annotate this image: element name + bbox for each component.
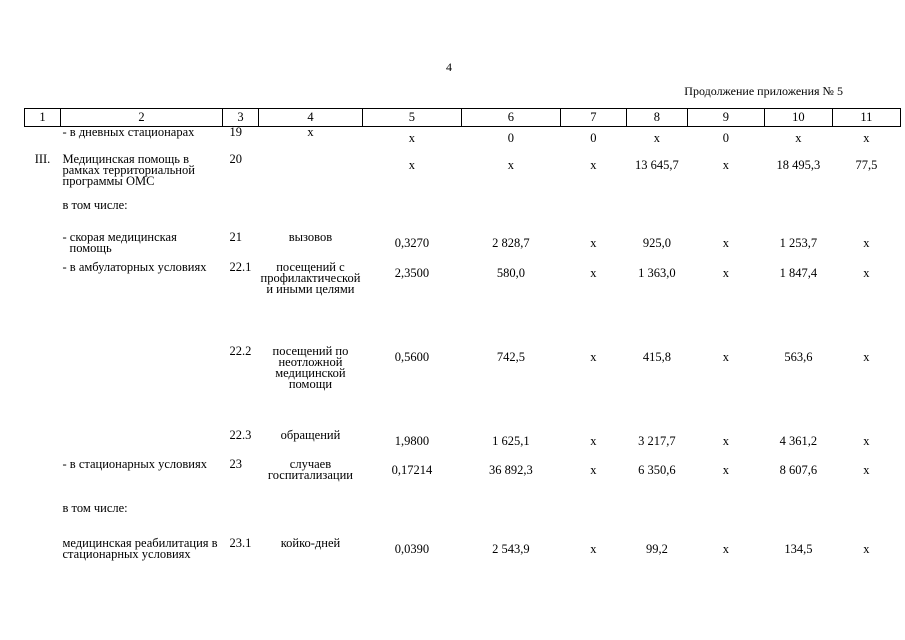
column-header: 4 [259,109,363,127]
value-cell-col8 [626,200,687,232]
value-cell-col6 [461,154,560,200]
section-number-cell [25,262,61,346]
value-cell-col8-text: 3 217,7 [638,433,676,448]
indicator-name-cell [61,259,223,346]
column-number-row [25,109,901,127]
value-cell-col9-text: х [722,157,730,172]
value-cell-col10-text: 18 495,3 [776,157,821,172]
section-number-cell [25,538,61,582]
value-cell-col11-text: 77,5 [855,157,878,172]
row-code-cell-text: 23.1 [229,535,252,550]
column-header: 8 [626,109,687,127]
value-cell-col9-text: х [722,541,730,556]
value-cell-col8 [626,346,687,430]
row-code-cell [223,127,259,154]
value-cell-col10 [764,346,832,430]
value-cell-col9 [687,127,764,154]
section-number-cell [25,232,61,262]
indicator-name-cell-text: - в стационарных условиях [62,456,207,471]
value-cell-col10 [764,538,832,582]
value-cell-col8-text: х [653,131,661,145]
value-cell-col5 [362,538,461,582]
value-cell-col9 [687,262,764,346]
value-cell-col7-text: х [590,265,597,280]
unit-cell [259,200,363,232]
value-cell-col11 [832,503,900,538]
value-cell-col6-text: 742,5 [496,349,525,364]
value-cell-col9-text: х [722,349,730,364]
value-cell-col5-text: 0,0390 [394,541,430,556]
section-number-cell [25,503,61,538]
indicator-name-cell-text: - в амбулаторных условиях [62,259,207,274]
table-row [25,430,901,459]
unit-cell [259,154,363,200]
indicator-name-cell-text: - скорая медицинская помощь [62,229,177,255]
value-cell-col10-text: 8 607,6 [779,462,818,477]
unit-cell [259,229,363,262]
value-cell-col11-text: х [863,433,870,448]
value-cell-col9 [687,232,764,262]
value-cell-col6 [461,232,560,262]
value-cell-col10 [764,200,832,232]
value-cell-col8 [626,232,687,262]
row-code-cell-text: 23 [229,456,242,471]
row-code-cell [223,200,259,232]
value-cell-col8 [626,459,687,503]
value-cell-col6-text: х [507,157,515,172]
value-cell-col9 [687,346,764,430]
value-cell-col11 [832,127,900,154]
value-cell-col6 [461,459,560,503]
value-cell-col6-text: 1 625,1 [492,433,530,448]
value-cell-col10 [764,232,832,262]
value-cell-col5 [362,127,461,154]
column-header: 9 [687,109,764,127]
value-cell-col11-text: х [863,349,870,364]
indicator-name-cell [61,127,223,154]
value-cell-col9 [687,154,764,200]
row-code-cell-text: 19 [229,125,242,139]
table-row [25,154,901,200]
value-cell-col7 [560,459,626,503]
value-cell-col5 [362,232,461,262]
table-row [25,127,901,154]
value-cell-col10 [764,127,832,154]
value-cell-col11-text: х [863,541,870,556]
value-cell-col8 [626,503,687,538]
value-cell-col8 [626,127,687,154]
value-cell-col7 [560,200,626,232]
value-cell-col10 [764,262,832,346]
row-code-cell [223,259,259,346]
row-code-cell-text: 22.3 [229,427,252,442]
value-cell-col5-text: 0,3270 [394,235,430,250]
value-cell-col7 [560,538,626,582]
indicator-name-cell [61,229,223,262]
value-cell-col6 [461,127,560,154]
row-code-cell [223,427,259,459]
value-cell-col6 [461,346,560,430]
table-row [25,459,901,503]
value-cell-col8-text: 6 350,6 [638,462,676,477]
row-code-cell-text: 22.2 [229,343,252,358]
value-cell-col6-text: 2 543,9 [492,541,530,556]
value-cell-col11 [832,262,900,346]
value-cell-col10-text: 1 847,4 [779,265,818,280]
value-cell-col6-text: 0 [507,131,515,145]
value-cell-col11-text: х [863,131,870,145]
value-cell-col8-text: 415,8 [642,349,671,364]
value-cell-col8-text: 1 363,0 [638,265,676,280]
column-header: 1 [25,109,61,127]
value-cell-col9-text: 0 [722,131,730,145]
value-cell-col10-text: 134,5 [784,541,813,556]
value-cell-col7 [560,346,626,430]
column-header: 10 [764,109,832,127]
continuation-label: Продолжение приложения № 5 [684,84,843,98]
value-cell-col8 [626,430,687,459]
unit-cell-text: посещений с профилактической и иными целями [260,259,361,296]
value-cell-col9 [687,200,764,232]
value-cell-col7-text: х [590,433,597,448]
column-header: 11 [832,109,900,127]
value-cell-col5 [362,503,461,538]
value-cell-col7 [560,503,626,538]
value-cell-col9-text: х [722,265,730,280]
value-cell-col7-text: х [590,235,597,250]
value-cell-col10 [764,503,832,538]
value-cell-col7-text: х [590,462,597,477]
value-cell-col7 [560,154,626,200]
value-cell-col7-text: 0 [590,131,597,145]
value-cell-col11-text: х [863,265,870,280]
value-cell-col7 [560,430,626,459]
value-cell-col11 [832,538,900,582]
value-cell-col8-text: 13 645,7 [635,157,679,172]
table-row [25,232,901,262]
value-cell-col11 [832,346,900,430]
row-code-cell [223,503,259,538]
row-code-cell-text: 22.1 [229,259,252,274]
value-cell-col5-text: х [408,157,416,172]
indicator-name-cell [61,535,223,582]
value-cell-col8-text: 925,0 [642,235,671,250]
indicator-name-cell-text: медицинская реабилитация в стационарных условиях [62,535,218,561]
value-cell-col10 [764,154,832,200]
value-cell-col10-text: 4 361,2 [779,433,818,448]
unit-cell [259,535,363,582]
value-cell-col10-text: 563,6 [784,349,813,364]
value-cell-col7 [560,262,626,346]
value-cell-col11-text: х [863,462,870,477]
value-cell-col5 [362,430,461,459]
indicator-name-cell-text: - в дневных стационарах [62,125,195,139]
indicator-name-cell [61,151,223,200]
indicator-name-cell [61,500,223,538]
value-cell-col5 [362,200,461,232]
data-table [24,108,901,582]
value-cell-col11 [832,430,900,459]
value-cell-col7-text: х [590,541,597,556]
row-code-cell-text: 20 [229,151,242,166]
value-cell-col10 [764,459,832,503]
value-cell-col9-text: х [722,235,730,250]
column-header: 6 [461,109,560,127]
unit-cell-text: обращений [280,427,341,442]
section-number-cell [25,346,61,430]
indicator-name-cell [61,456,223,503]
value-cell-col7-text: х [590,157,597,172]
section-number-cell [25,127,61,154]
value-cell-col8 [626,154,687,200]
value-cell-col6 [461,430,560,459]
unit-cell [259,127,363,154]
page-number: 4 [446,60,452,74]
value-cell-col7-text: х [590,349,597,364]
value-cell-col5-text: 1,9800 [394,433,430,448]
column-header: 2 [61,109,223,127]
table-row [25,503,901,538]
value-cell-col5 [362,154,461,200]
unit-cell-text: вызовов [288,229,333,244]
value-cell-col9-text: х [722,462,730,477]
unit-cell [259,343,363,430]
row-code-cell [223,343,259,430]
table-row [25,538,901,582]
table-body [25,127,901,582]
value-cell-col6-text: 580,0 [496,265,525,280]
indicator-name-cell-text: Медицинская помощь в рамках территориальной программы ОМС [62,151,195,188]
indicator-name-cell-text: в том числе: [62,500,128,515]
value-cell-col9 [687,459,764,503]
value-cell-col5 [362,262,461,346]
column-header: 3 [223,109,259,127]
value-cell-col8-text: 99,2 [645,541,668,556]
value-cell-col10-text: 1 253,7 [779,235,818,250]
indicator-name-cell [61,430,223,459]
value-cell-col11 [832,232,900,262]
indicator-name-cell [61,197,223,232]
value-cell-col10-text: х [795,131,802,145]
unit-cell [259,259,363,346]
section-number-cell-text: III. [34,151,51,166]
value-cell-col6-text: 36 892,3 [489,462,533,477]
indicator-name-cell-text: в том числе: [62,197,128,212]
unit-cell [259,503,363,538]
row-code-cell [223,456,259,503]
value-cell-col5-text: 0,5600 [394,349,430,364]
unit-cell-text: случаев госпитализации [267,456,353,482]
row-code-cell [223,229,259,262]
column-header: 7 [560,109,626,127]
value-cell-col7 [560,232,626,262]
section-number-cell [25,430,61,459]
value-cell-col8 [626,262,687,346]
value-cell-col5-text: 0,17214 [391,462,433,477]
unit-cell [259,427,363,459]
value-cell-col6-text: 2 828,7 [492,235,530,250]
value-cell-col5-text: х [408,131,416,145]
value-cell-col11 [832,200,900,232]
table-row [25,200,901,232]
unit-cell-text: х [307,125,314,139]
table-row [25,262,901,346]
value-cell-col6 [461,200,560,232]
value-cell-col11 [832,154,900,200]
value-cell-col10 [764,430,832,459]
table-row [25,346,901,430]
column-header: 5 [362,109,461,127]
section-number-cell [25,459,61,503]
section-number-cell [25,200,61,232]
value-cell-col5 [362,346,461,430]
value-cell-col9 [687,503,764,538]
value-cell-col9 [687,430,764,459]
section-number-cell [25,151,61,200]
row-code-cell [223,151,259,200]
value-cell-col7 [560,127,626,154]
value-cell-col6 [461,503,560,538]
indicator-name-cell [61,346,223,430]
value-cell-col5 [362,459,461,503]
unit-cell [259,456,363,503]
value-cell-col8 [626,538,687,582]
value-cell-col9-text: х [722,433,730,448]
value-cell-col11 [832,459,900,503]
value-cell-col11-text: х [863,235,870,250]
value-cell-col9 [687,538,764,582]
row-code-cell [223,535,259,582]
row-code-cell-text: 21 [229,229,242,244]
value-cell-col6 [461,538,560,582]
unit-cell-text: койко-дней [280,535,341,550]
unit-cell-text: посещений по неотложной медицинской помощи [272,343,349,391]
value-cell-col6 [461,262,560,346]
value-cell-col5-text: 2,3500 [394,265,430,280]
